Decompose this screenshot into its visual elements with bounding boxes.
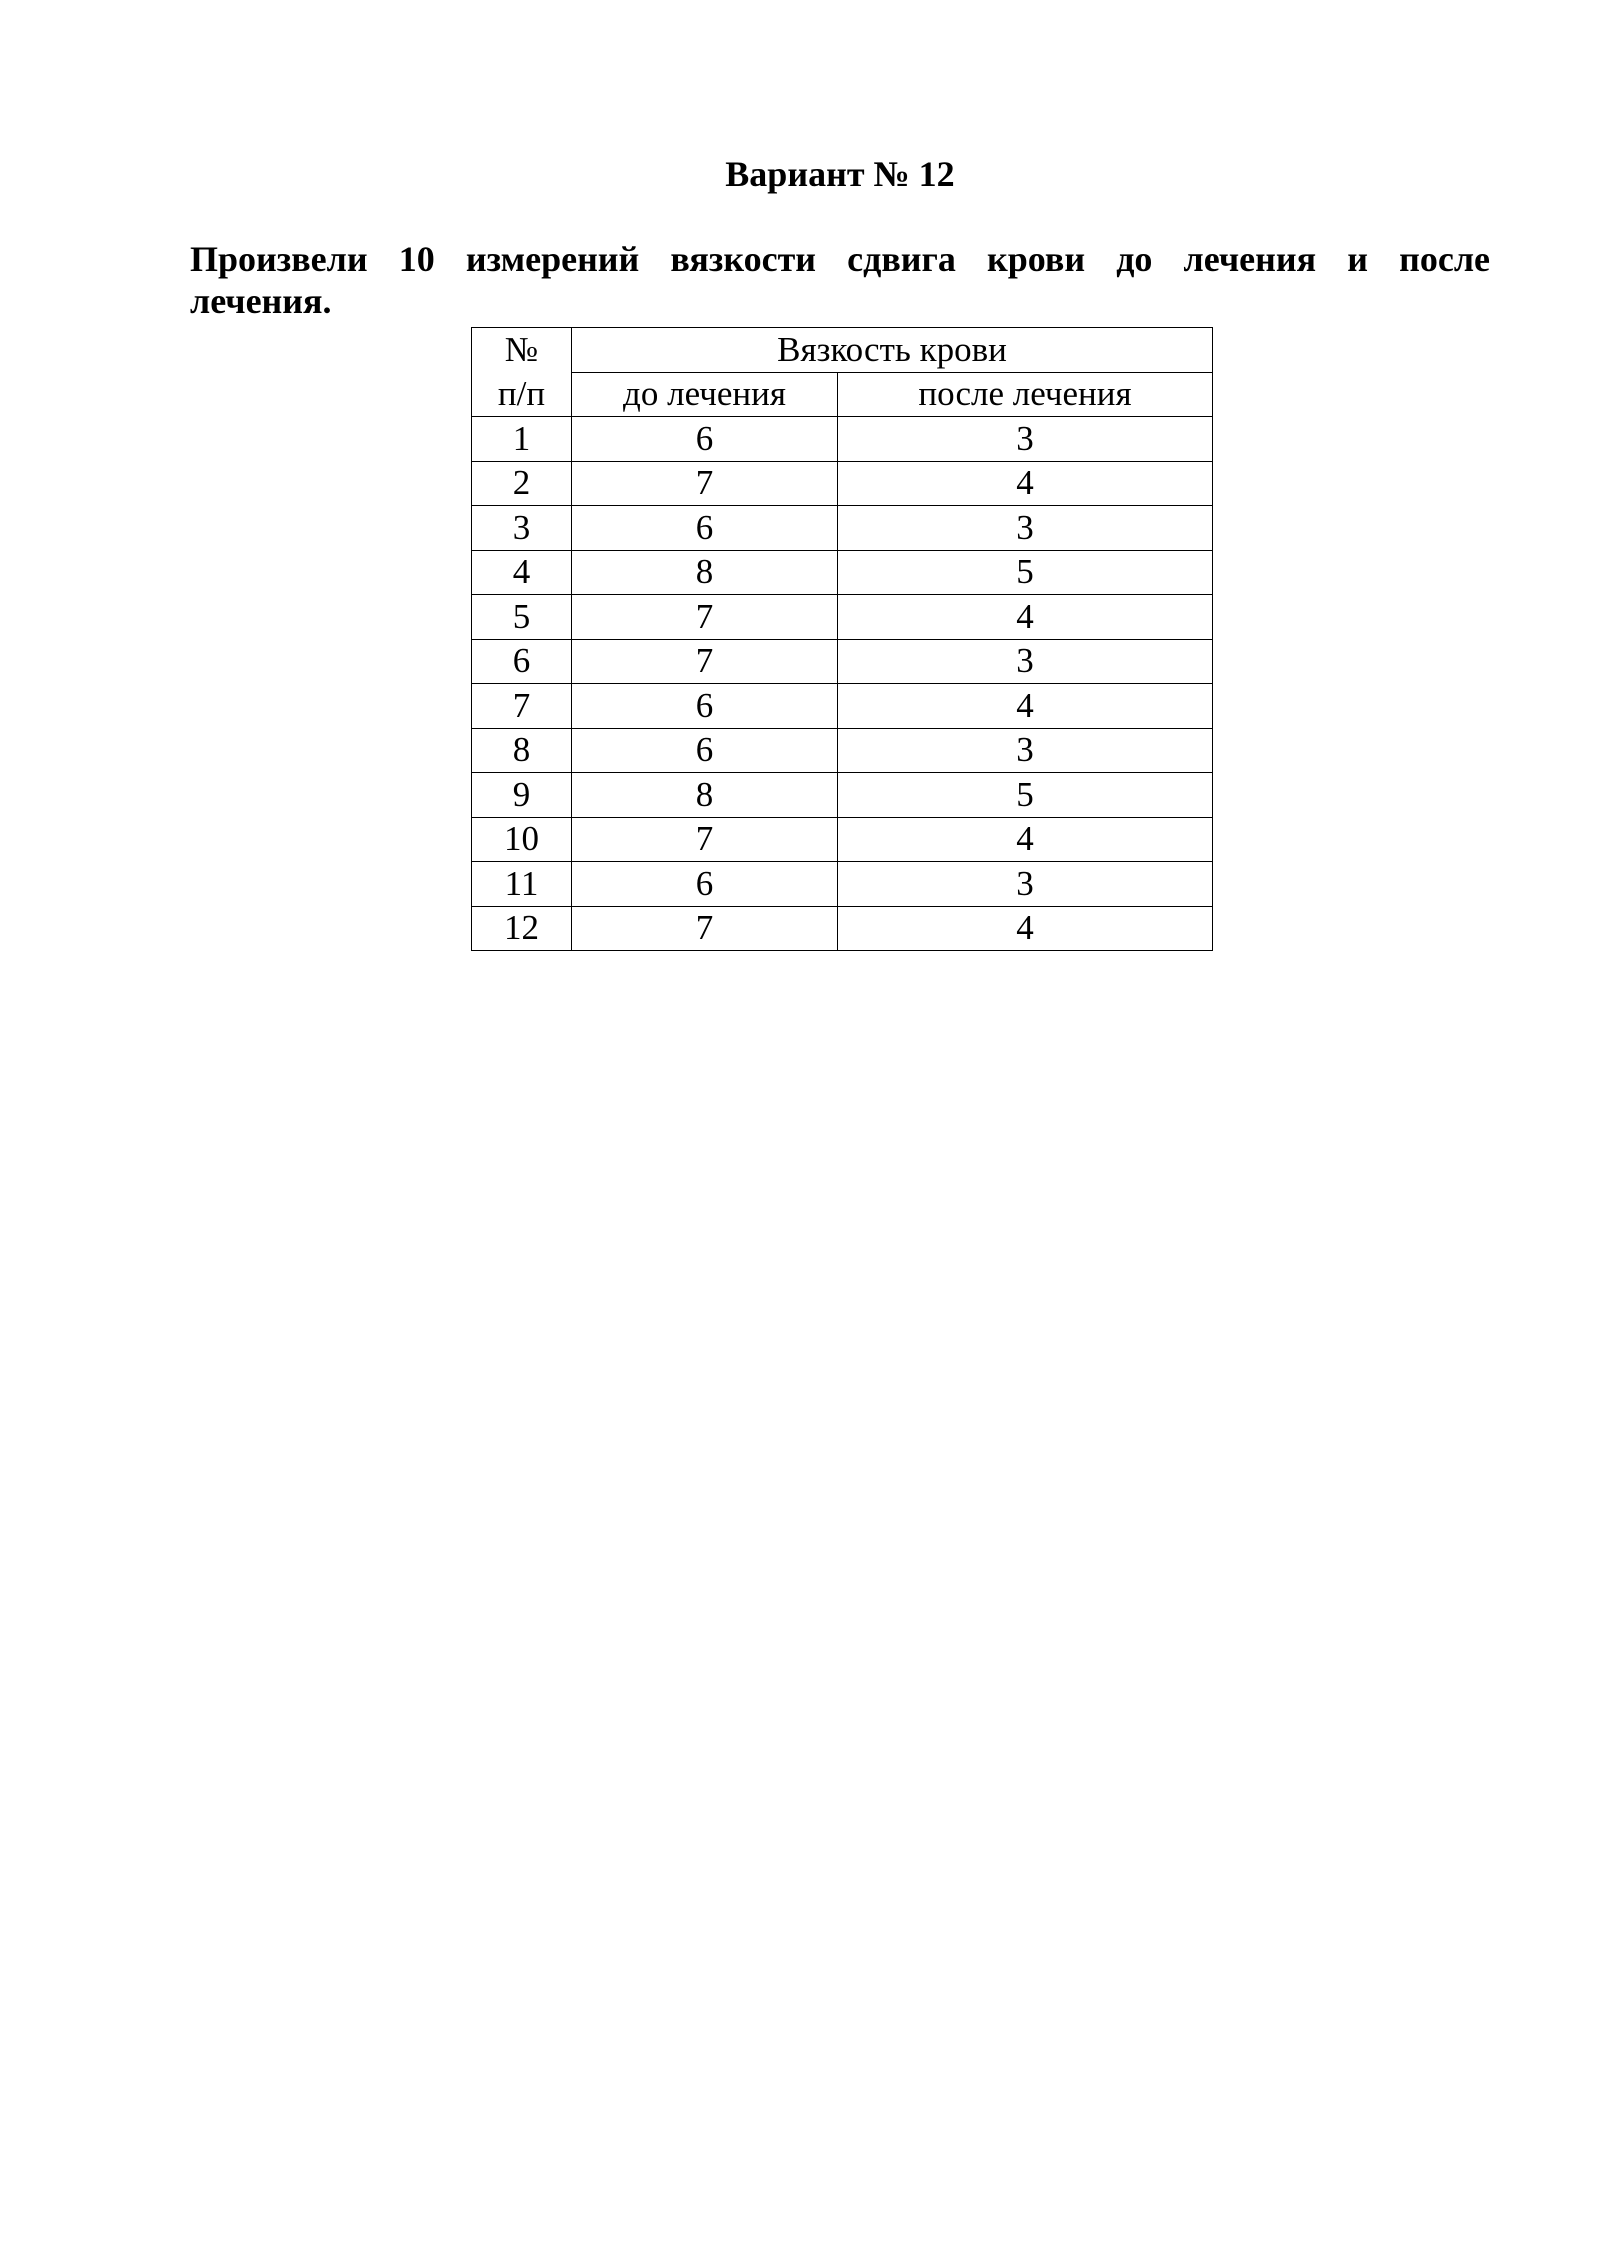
table-row xyxy=(472,461,1213,506)
before-value-cell: 8 xyxy=(572,550,838,595)
row-number-cell: 2 xyxy=(472,461,572,506)
row-number-cell: 6 xyxy=(472,639,572,684)
number-abbrev: п/п xyxy=(497,374,546,413)
column-header-number xyxy=(472,328,572,417)
table-body xyxy=(472,417,1213,951)
before-value-cell: 6 xyxy=(572,728,838,773)
table-row xyxy=(472,550,1213,595)
after-value-cell: 4 xyxy=(838,906,1213,951)
table-row xyxy=(472,506,1213,551)
table-subheader-row xyxy=(472,372,1213,417)
row-number-cell: 4 xyxy=(472,550,572,595)
after-value-cell: 3 xyxy=(838,417,1213,462)
before-value-cell: 6 xyxy=(572,506,838,551)
after-value-cell: 4 xyxy=(838,461,1213,506)
after-value-cell: 3 xyxy=(838,728,1213,773)
table-row xyxy=(472,595,1213,640)
after-value-cell: 5 xyxy=(838,773,1213,818)
column-header-after: после лечения xyxy=(838,372,1213,417)
before-value-cell: 6 xyxy=(572,862,838,907)
row-number-cell: 12 xyxy=(472,906,572,951)
viscosity-table xyxy=(471,327,1213,951)
column-header-before: до лечения xyxy=(572,372,838,417)
table-row xyxy=(472,728,1213,773)
after-value-cell: 4 xyxy=(838,684,1213,729)
after-value-cell: 3 xyxy=(838,506,1213,551)
column-group-viscosity: Вязкость крови xyxy=(572,328,1213,373)
before-value-cell: 7 xyxy=(572,906,838,951)
before-value-cell: 7 xyxy=(572,639,838,684)
before-value-cell: 7 xyxy=(572,817,838,862)
before-value-cell: 7 xyxy=(572,461,838,506)
after-value-cell: 3 xyxy=(838,639,1213,684)
before-value-cell: 6 xyxy=(572,684,838,729)
row-number-cell: 9 xyxy=(472,773,572,818)
row-number-cell: 11 xyxy=(472,862,572,907)
number-sign: № xyxy=(504,330,539,369)
table-row xyxy=(472,639,1213,684)
row-number-cell: 5 xyxy=(472,595,572,640)
table-header-row xyxy=(472,328,1213,373)
table-row xyxy=(472,862,1213,907)
before-value-cell: 7 xyxy=(572,595,838,640)
row-number-cell: 3 xyxy=(472,506,572,551)
table-row xyxy=(472,684,1213,729)
after-value-cell: 4 xyxy=(838,595,1213,640)
after-value-cell: 4 xyxy=(838,817,1213,862)
table-row xyxy=(472,773,1213,818)
before-value-cell: 8 xyxy=(572,773,838,818)
row-number-cell: 7 xyxy=(472,684,572,729)
task-description-line-2: лечения. xyxy=(190,281,332,321)
row-number-cell: 1 xyxy=(472,417,572,462)
table-row xyxy=(472,817,1213,862)
before-value-cell: 6 xyxy=(572,417,838,462)
row-number-cell: 8 xyxy=(472,728,572,773)
after-value-cell: 3 xyxy=(838,862,1213,907)
task-description-line-1: Произвели 10 измерений вязкости сдвига крови до лечения и после xyxy=(190,239,1490,279)
table-row xyxy=(472,417,1213,462)
row-number-cell: 10 xyxy=(472,817,572,862)
task-description xyxy=(190,238,1490,322)
table-row xyxy=(472,906,1213,951)
page-title: Вариант № 12 xyxy=(725,154,955,194)
after-value-cell: 5 xyxy=(838,550,1213,595)
